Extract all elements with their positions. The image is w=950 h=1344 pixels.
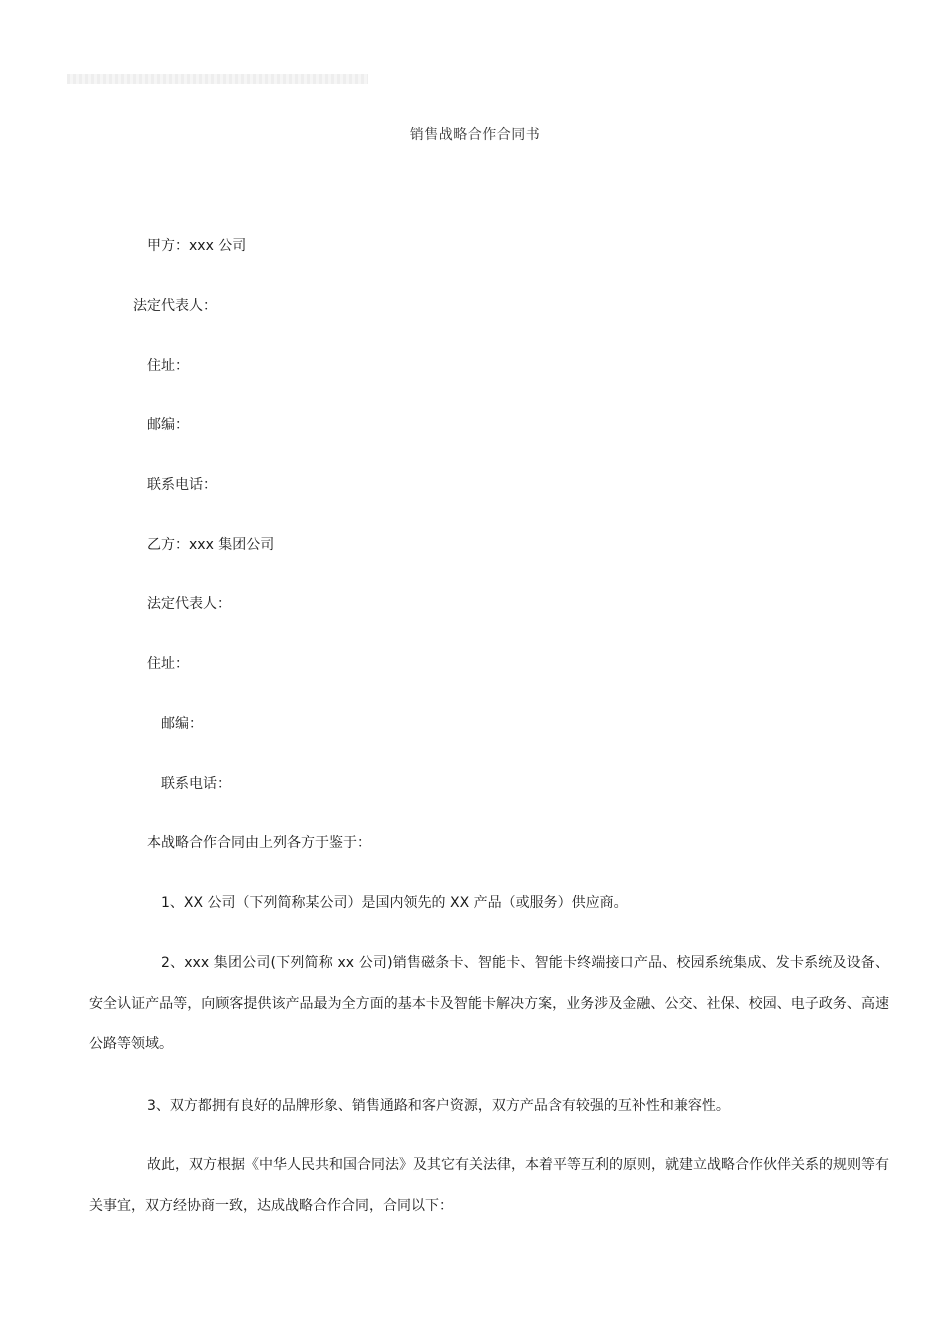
- item-3: 3、双方都拥有良好的品牌形象、销售通路和客户资源，双方产品含有较强的互补性和兼容性。: [147, 1098, 730, 1114]
- party-b-name: 乙方：xxx 集团公司: [147, 537, 275, 553]
- party-a-name: 甲方：xxx 公司: [147, 238, 247, 254]
- item-2: 2、xxx 集团公司(下列简称 xx 公司)销售磁条卡、智能卡、智能卡终端接口产品、校园系统集成、发卡系统及设备、安全认证产品等，向顾客提供该产品最为全方面的基本卡及智能卡解决方案，业务涉及金融、公交、社保、校园、电子政务、高速公路等领域。: [89, 955, 889, 1052]
- party-a-representative: 法定代表人：: [133, 298, 217, 314]
- document-title: 销售战略合作合同书: [409, 127, 541, 143]
- party-b-postcode: 邮编：: [161, 716, 203, 732]
- party-a-address: 住址：: [147, 358, 189, 374]
- conclusion: 故此，双方根据《中华人民共和国合同法》及其它有关法律，本着平等互利的原则，就建立战略合作伙伴关系的规则等有关事宜，双方经协商一致，达成战略合作合同，合同以下：: [89, 1157, 889, 1214]
- party-b-address: 住址：: [147, 656, 189, 672]
- party-b-phone: 联系电话：: [161, 776, 231, 792]
- header-band: [67, 74, 368, 84]
- item-1: 1、XX 公司（下列简称某公司）是国内领先的 XX 产品（或服务）供应商。: [161, 895, 628, 911]
- item-2-paragraph: [89, 943, 889, 1065]
- intro-line: 本战略合作合同由上列各方于鉴于：: [147, 835, 371, 851]
- party-a-postcode: 邮编：: [147, 417, 189, 433]
- party-b-representative: 法定代表人：: [147, 596, 231, 612]
- party-a-phone: 联系电话：: [147, 477, 217, 493]
- conclusion-paragraph: [89, 1145, 889, 1226]
